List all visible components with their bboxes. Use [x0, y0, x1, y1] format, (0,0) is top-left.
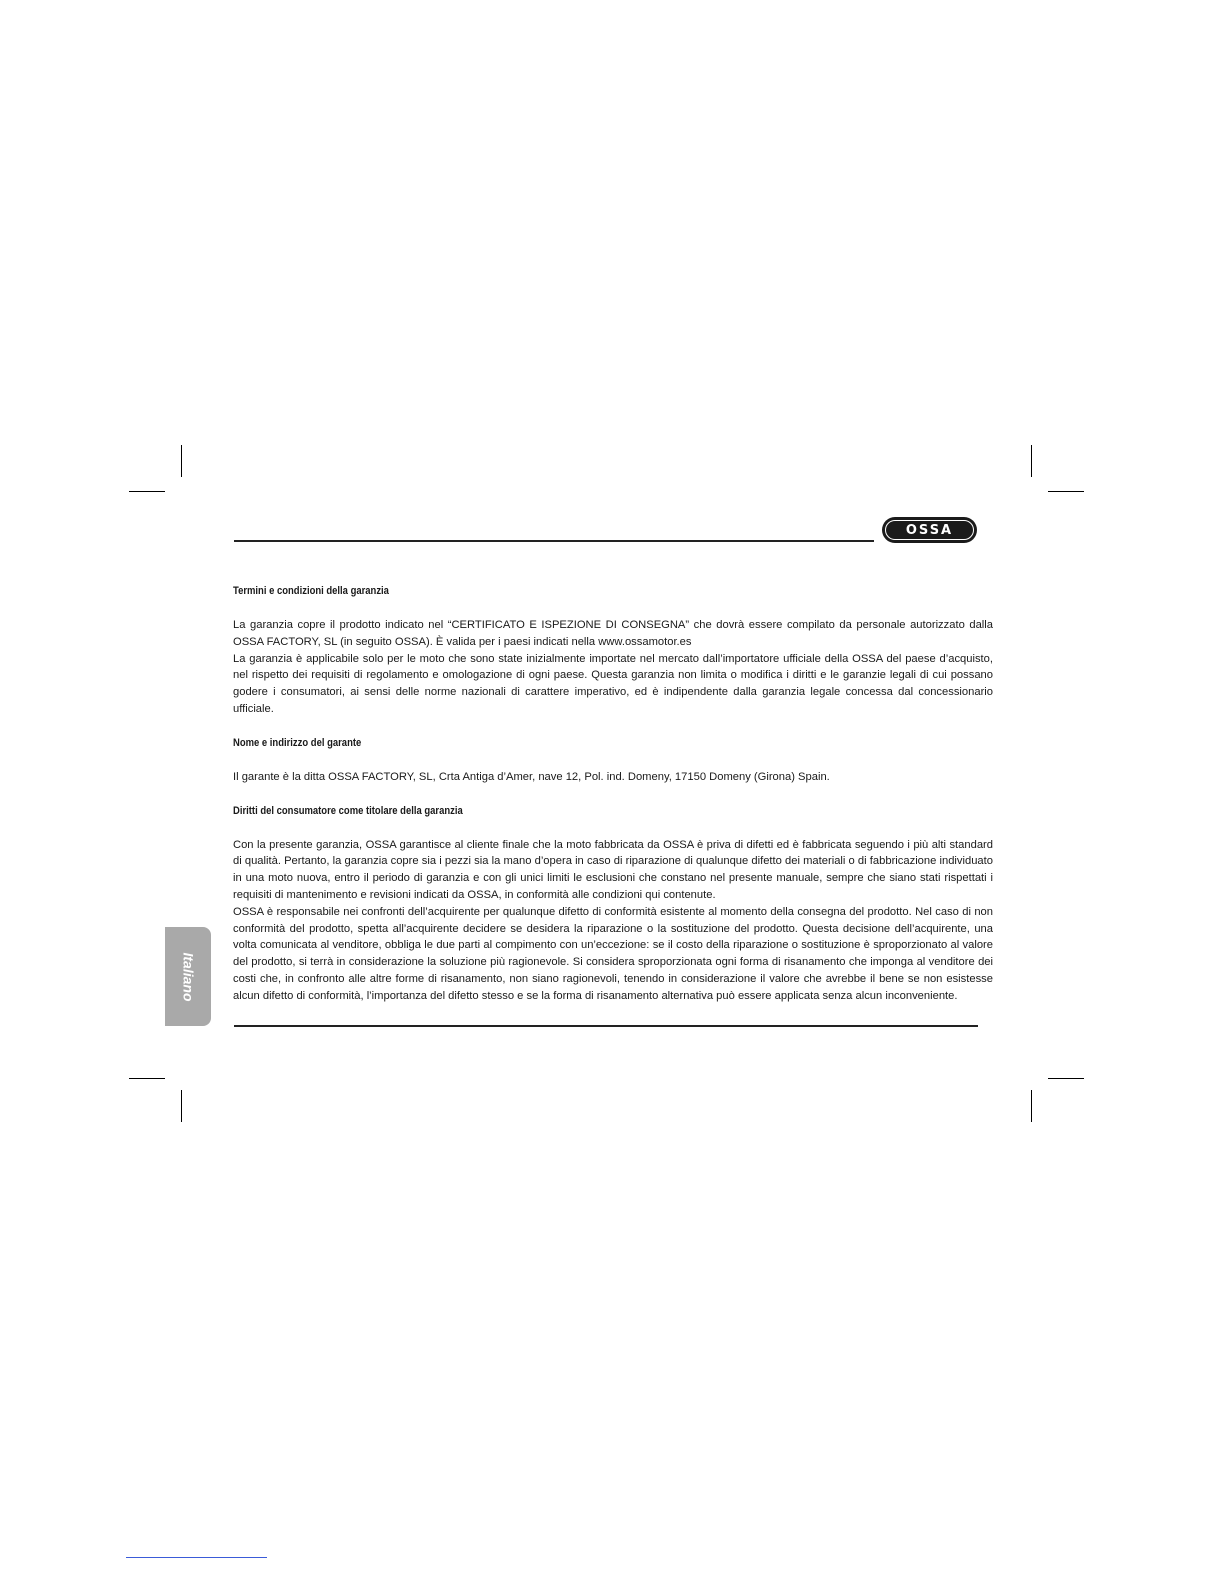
warranty-content — [233, 583, 993, 1005]
crop-mark-top-left-horizontal — [129, 491, 165, 492]
crop-mark-bottom-right-vertical — [1031, 1090, 1032, 1122]
section-heading-guarantor: Nome e indirizzo del garante — [233, 736, 362, 749]
crop-mark-bottom-right-horizontal — [1048, 1078, 1084, 1079]
section-heading-consumer-rights: Diritti del consumatore come titolare della garanzia — [233, 804, 463, 817]
header-rule — [234, 540, 874, 542]
logo-text: OSSA — [905, 522, 954, 538]
language-tab — [165, 927, 211, 1026]
ossa-logo — [882, 517, 977, 543]
crop-mark-top-right-vertical — [1031, 445, 1032, 477]
paragraph-consumer-rights-2: OSSA è responsabile nei confronti dell’acquirente per qualunque difetto di conformità esistente al momento della consegna del prodotto. Nel caso di non conformità del prodotto, spetta all’acquirente decidere se desidera la riparazione o la sostituzione del prodotto. Questa decisione dell’acquirente, una volta comunicata al venditore, obbliga le due parti al compimento con un’eccezione: se il costo della riparazione o sostituzione è sproporzionato al valore del prodotto, si terrà in considerazione la soluzione più ragionevole. Si considera sproporzionata ogni forma di risanamento che imponga al venditore dei costi che, in confronto alle altre forme di risanamento, non siano ragionevoli, tenendo in considerazione il valore che avrebbe il bene se non esistesse alcun difetto di conformità, l’importanza del difetto stesso e se la forma di risanamento alternativa può essere applicata senza alcun inconveniente. — [233, 905, 993, 1002]
paragraph-guarantor: Il garante è la ditta OSSA FACTORY, SL, Crta Antiga d’Amer, nave 12, Pol. ind. Domeny, 17150 Domeny (Girona) Spain. — [233, 770, 830, 783]
footer-rule — [234, 1025, 978, 1027]
footer-link-underline — [126, 1557, 267, 1558]
crop-mark-bottom-left-horizontal — [129, 1078, 165, 1079]
paragraph-terms-2: La garanzia è applicabile solo per le moto che sono state inizialmente importate nel mercato dall’importatore ufficiale della OSSA del paese d’acquisto, nel rispetto dei requisiti di regolamento e omologazione di ogni paese. Questa garanzia non limita o modifica i diritti e le garanzie legali di cui possano godere i consumatori, ai sensi delle norme nazionali di carattere imperativo, ed è indipendente dalla garanzia legale concessa dal concessionario ufficiale. — [233, 652, 993, 715]
crop-mark-top-right-horizontal — [1048, 491, 1084, 492]
crop-mark-bottom-left-vertical — [181, 1090, 182, 1122]
language-tab-label: Italiano — [180, 951, 197, 1002]
paragraph-terms-1: La garanzia copre il prodotto indicato nel “CERTIFICATO E ISPEZIONE DI CONSEGNA” che dovrà essere compilato da personale autorizzato dalla OSSA FACTORY, SL (in seguito OSSA). È valida per i paesi indicati nella www.ossamotor.es — [233, 619, 993, 648]
section-heading-terms: Termini e condizioni della garanzia — [233, 585, 389, 597]
paragraph-consumer-rights-1: Con la presente garanzia, OSSA garantisce al cliente finale che la moto fabbricata da OSSA è priva di difetti ed è fabbricata seguendo i più alti standard di qualità. Pertanto, la garanzia copre sia i pezzi sia la mano d’opera in caso di riparazione di qualunque difetto dei materiali o di fabbricazione individuato in una moto nuova, entro il periodo di garanzia e con gli unici limiti le esclusioni che constano nel presente manuale, sempre che siano stati rispettati i requisiti di mantenimento e revisioni indicati da OSSA, in conformità alle condizioni qui contenute. — [233, 838, 993, 901]
crop-mark-top-left-vertical — [181, 445, 182, 477]
